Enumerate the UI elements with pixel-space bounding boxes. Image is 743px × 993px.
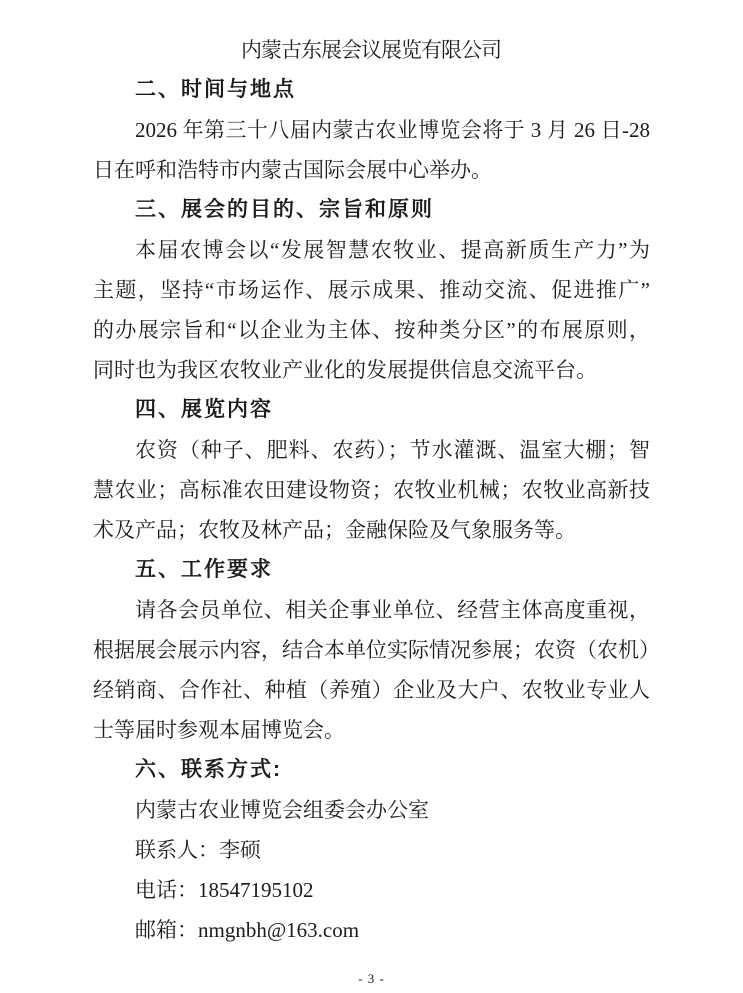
paragraph-line: 主题，坚持“市场运作、展示成果、推动交流、促进推广” <box>93 278 650 302</box>
paragraph-line: 士等届时参观本届博览会。 <box>93 718 345 742</box>
contact-line-email: 邮箱：nmgnbh@163.com <box>135 918 360 942</box>
company-name-line: 内蒙古东展会议展览有限公司 <box>241 38 501 62</box>
contact-line-person: 联系人：李硕 <box>135 838 261 862</box>
paragraph-line: 2026 年第三十八届内蒙古农业博览会将于 3 月 26 日-28 <box>135 118 650 142</box>
paragraph-line: 术及产品；农牧及林产品；金融保险及气象服务等。 <box>93 518 576 542</box>
paragraph-line: 日在呼和浩特市内蒙古国际会展中心举办。 <box>93 158 492 182</box>
section-heading-work-requirements: 五、工作要求 <box>135 558 273 581</box>
paragraph-line: 同时也为我区农牧业产业化的发展提供信息交流平台。 <box>93 358 597 382</box>
paragraph-line: 请各会员单位、相关企事业单位、经营主体高度重视， <box>135 598 650 622</box>
section-heading-time-location: 二、时间与地点 <box>135 78 296 101</box>
contact-line-phone: 电话：18547195102 <box>135 878 314 902</box>
footer-page-number: - 3 - <box>358 971 385 986</box>
section-heading-purpose: 三、展会的目的、宗旨和原则 <box>135 198 434 221</box>
paragraph-line: 的办展宗旨和“以企业为主体、按种类分区”的布展原则， <box>93 318 650 342</box>
section-heading-exhibition-content: 四、展览内容 <box>135 398 273 421</box>
paragraph-line: 根据展会展示内容，结合本单位实际情况参展；农资（农机） <box>93 638 660 662</box>
section-heading-contact: 六、联系方式: <box>135 758 282 781</box>
paragraph-line: 本届农博会以“发展智慧农牧业、提高新质生产力”为 <box>135 238 650 262</box>
paragraph-line: 慧农业；高标准农田建设物资；农牧业机械；农牧业高新技 <box>93 478 650 502</box>
contact-line-organizer-office: 内蒙古农业博览会组委会办公室 <box>135 798 429 822</box>
paragraph-line: 农资（种子、肥料、农药）；节水灌溉、温室大棚；智 <box>135 438 650 462</box>
paragraph-line: 经销商、合作社、种植（养殖）企业及大户、农牧业专业人 <box>93 678 650 702</box>
